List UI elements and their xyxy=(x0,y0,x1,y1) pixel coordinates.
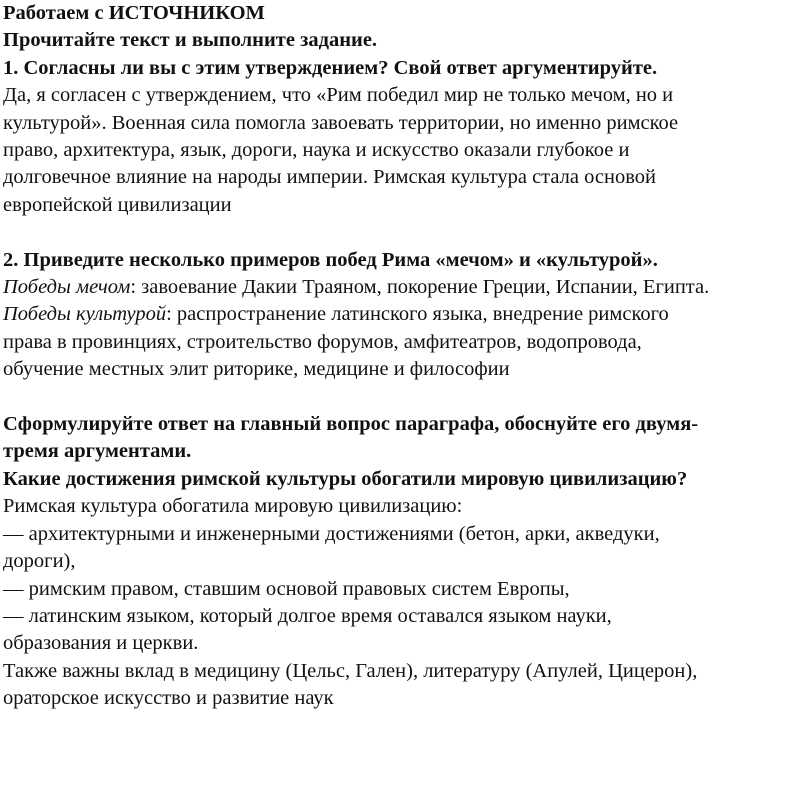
instruction-text: Прочитайте текст и выполните задание. xyxy=(3,29,378,52)
answer-1-line: европейской цивилизации xyxy=(3,193,232,216)
sword-victories-label: Победы мечом xyxy=(3,276,131,299)
answer-1-line: культурой». Военная сила помогла завоевать территории, но именно римское xyxy=(3,111,679,134)
question-1: 1. Согласны ли вы с этим утверждением? Свой ответ аргументируйте. xyxy=(3,56,658,79)
answer-3-line: дороги), xyxy=(3,550,76,573)
sword-victories xyxy=(3,274,797,301)
document-page xyxy=(3,0,797,713)
main-question: Какие достижения римской культуры обогатили мировую цивилизацию? xyxy=(3,467,688,490)
answer-3 xyxy=(3,493,797,712)
answer-1-line: право, архитектура, язык, дороги, наука и искусство оказали глубокое и xyxy=(3,139,630,162)
answer-3-line: ораторское искусство и развитие наук xyxy=(3,687,334,710)
answer-3-line: образования и церкви. xyxy=(3,632,199,655)
question-2: 2. Приведите несколько примеров побед Рима «мечом» и «культурой». xyxy=(3,248,658,271)
answer-1-line: Да, я согласен с утверждением, что «Рим победил мир не только мечом, но и xyxy=(3,84,674,107)
main-task-line: тремя аргументами. xyxy=(3,440,192,463)
culture-victories-text: : распространение латинского языка, внедрение римского xyxy=(166,303,669,326)
answer-1-line: долговечное влияние на народы империи. Римская культура стала основой xyxy=(3,166,656,189)
culture-victories xyxy=(3,301,797,328)
answer-3-line: — латинским языком, который долгое время оставался языком науки, xyxy=(3,604,612,627)
answer-3-line: Также важны вклад в медицину (Цельс, Гален), литературу (Апулей, Цицерон), xyxy=(3,659,698,682)
section-title: Работаем с ИСТОЧНИКОМ xyxy=(3,2,265,24)
answer-3-line: — римским правом, ставшим основой правовых систем Европы, xyxy=(3,577,570,600)
answer-1 xyxy=(3,82,797,219)
answer-3-line: — архитектурными и инженерными достижениями (бетон, арки, акведуки, xyxy=(3,522,660,545)
culture-victories-line: права в провинциях, строительство форумов, амфитеатров, водопровода, xyxy=(3,330,642,353)
sword-victories-text: : завоевание Дакии Траяном, покорение Греции, Испании, Египта. xyxy=(130,276,710,299)
answer-3-line: Римская культура обогатила мировую цивилизацию: xyxy=(3,495,463,518)
culture-victories-label: Победы культурой xyxy=(3,303,167,326)
paragraph-gap xyxy=(3,219,797,246)
paragraph-gap xyxy=(3,384,797,411)
main-task-line: Сформулируйте ответ на главный вопрос параграфа, обоснуйте его двумя- xyxy=(3,413,699,436)
culture-victories-line: обучение местных элит риторике, медицине и философии xyxy=(3,358,510,381)
